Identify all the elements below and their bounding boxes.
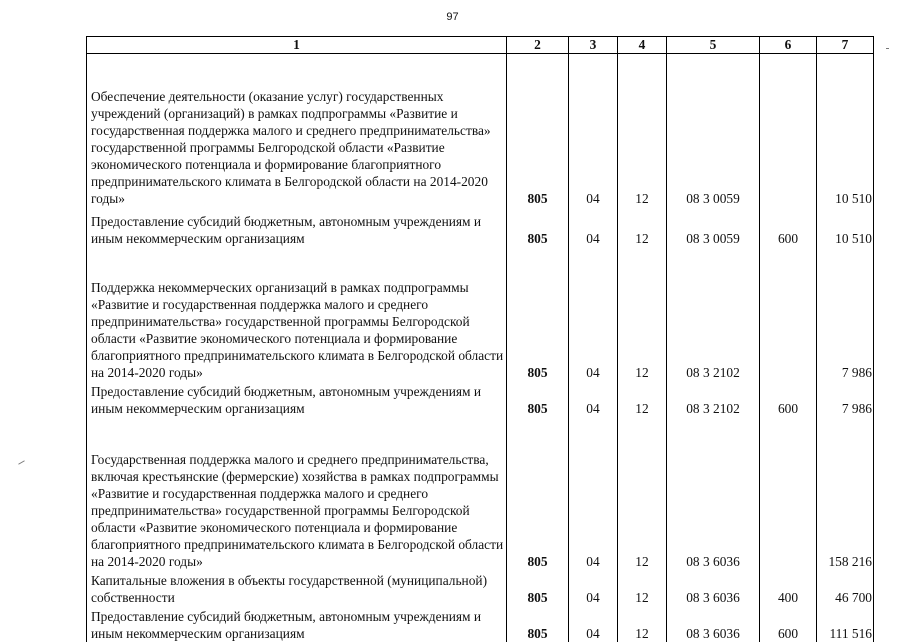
table-row	[87, 419, 874, 572]
row-name: Предоставление субсидий бюджетным, автономным учреждениям и иным некоммерческим организациям	[87, 608, 507, 642]
ministry-code: 805	[507, 383, 569, 419]
scan-mark	[886, 48, 889, 49]
table-row	[87, 209, 874, 249]
amount: 7 986	[817, 249, 874, 383]
subsection-code: 12	[618, 383, 667, 419]
budget-table	[86, 36, 874, 642]
column-header: 1	[87, 37, 507, 54]
ministry-code: 805	[507, 572, 569, 608]
subsection-code: 12	[618, 572, 667, 608]
section-code: 04	[569, 209, 618, 249]
target-code: 08 3 0059	[667, 209, 760, 249]
row-name: Обеспечение деятельности (оказание услуг) государственных учреждений (организаций) в рамках подпрограммы «Развитие и государственная поддержка малого и среднего предпринимательства» государственной программы Белгородской области «Развитие экономического потенциала и формирование благоприятного предпринимательского климата в Белгородской области на 2014-2020 годы»	[87, 54, 507, 209]
section-code: 04	[569, 249, 618, 383]
amount: 10 510	[817, 209, 874, 249]
expense-type-code: 600	[760, 608, 817, 642]
header-row	[87, 37, 874, 54]
column-header: 5	[667, 37, 760, 54]
subsection-code: 12	[618, 54, 667, 209]
expense-type-code: 600	[760, 383, 817, 419]
column-header: 6	[760, 37, 817, 54]
subsection-code: 12	[618, 608, 667, 642]
section-code: 04	[569, 572, 618, 608]
subsection-code: 12	[618, 249, 667, 383]
target-code: 08 3 6036	[667, 608, 760, 642]
target-code: 08 3 0059	[667, 54, 760, 209]
section-code: 04	[569, 383, 618, 419]
section-code: 04	[569, 54, 618, 209]
expense-type-code: 400	[760, 572, 817, 608]
amount: 46 700	[817, 572, 874, 608]
subsection-code: 12	[618, 209, 667, 249]
amount: 158 216	[817, 419, 874, 572]
section-code: 04	[569, 419, 618, 572]
amount: 111 516	[817, 608, 874, 642]
row-name: Государственная поддержка малого и среднего предпринимательства, включая крестьянские (фермерские) хозяйства в рамках подпрограммы «Развитие и государственная поддержка малого и среднего предпринимательства» государственной программы Белгородской области «Развитие экономического потенциала и формирование благоприятного предпринимательского климата в Белгородской области на 2014-2020 годы»	[87, 419, 507, 572]
table-body	[87, 37, 874, 642]
expense-type-code: 600	[760, 209, 817, 249]
page-number: 97	[446, 11, 459, 23]
expense-type-code	[760, 419, 817, 572]
row-name: Предоставление субсидий бюджетным, автономным учреждениям и иным некоммерческим организациям	[87, 209, 507, 249]
section-code: 04	[569, 608, 618, 642]
subsection-code: 12	[618, 419, 667, 572]
row-name: Предоставление субсидий бюджетным, автономным учреждениям и иным некоммерческим организациям	[87, 383, 507, 419]
amount: 7 986	[817, 383, 874, 419]
target-code: 08 3 6036	[667, 572, 760, 608]
expense-type-code	[760, 249, 817, 383]
ministry-code: 805	[507, 54, 569, 209]
target-code: 08 3 2102	[667, 383, 760, 419]
row-name: Капитальные вложения в объекты государственной (муниципальной) собственности	[87, 572, 507, 608]
table-row	[87, 54, 874, 209]
ministry-code: 805	[507, 419, 569, 572]
ministry-code: 805	[507, 249, 569, 383]
target-code: 08 3 2102	[667, 249, 760, 383]
table-row	[87, 572, 874, 608]
table-row	[87, 383, 874, 419]
table-row	[87, 608, 874, 642]
ministry-code: 805	[507, 608, 569, 642]
amount: 10 510	[817, 54, 874, 209]
column-header: 2	[507, 37, 569, 54]
table-row	[87, 249, 874, 383]
scan-mark	[18, 460, 25, 464]
expense-type-code	[760, 54, 817, 209]
column-header: 4	[618, 37, 667, 54]
target-code: 08 3 6036	[667, 419, 760, 572]
ministry-code: 805	[507, 209, 569, 249]
row-name: Поддержка некоммерческих организаций в рамках подпрограммы «Развитие и государственная поддержка малого и среднего предпринимательства» государственной программы Белгородской области «Развитие экономического потенциала и формирование благоприятного предпринимательского климата в Белгородской области на 2014-2020 годы»	[87, 249, 507, 383]
column-header: 3	[569, 37, 618, 54]
column-header: 7	[817, 37, 874, 54]
